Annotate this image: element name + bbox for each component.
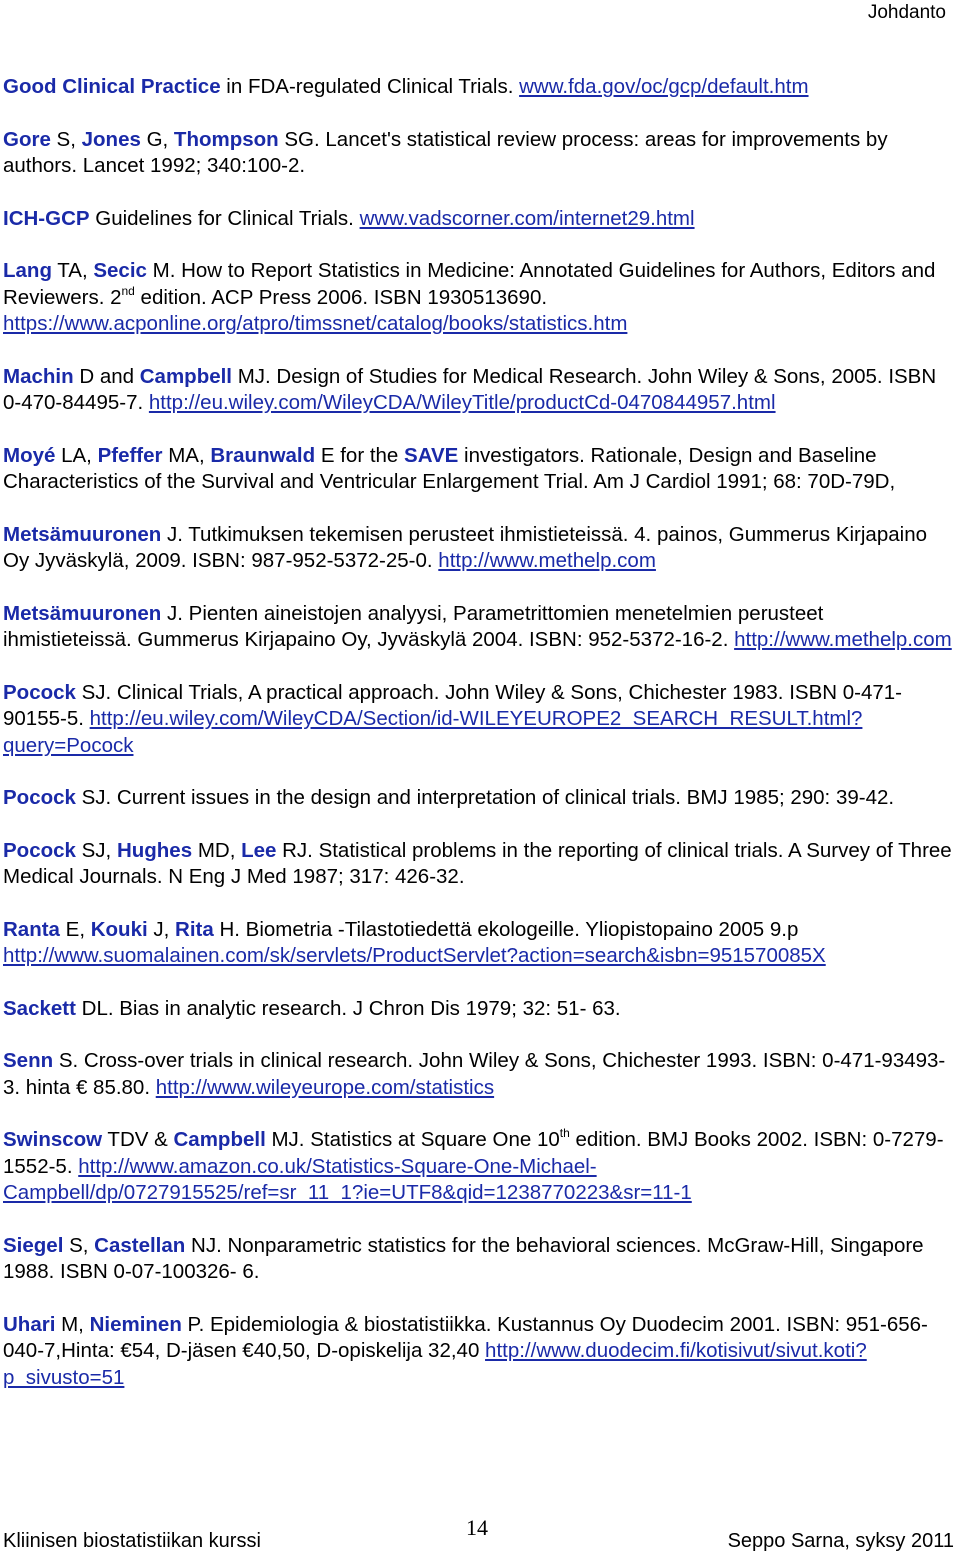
author-name: Nieminen [89, 1312, 182, 1336]
reference-link[interactable]: http://www.amazon.co.uk/Statistics-Square-One-Michael-Campbell/dp/0727915525/ref=sr_11_1?ie=UTF8&qid=1238770223&sr=11-1 [3, 1154, 692, 1204]
reference-link[interactable]: http://www.methelp.com [438, 549, 656, 572]
author-name: Pfeffer [97, 443, 163, 467]
reference-link[interactable]: http://www.methelp.com [734, 628, 952, 651]
author-name: Campbell [139, 364, 233, 388]
author-name: Lee [241, 838, 277, 862]
reference-item: Swinscow TDV & Campbell MJ. Statistics at Square One 10th edition. BMJ Books 2002. ISBN: 0-7279-1552-5. http://www.amazon.co.uk/Statistics-Square-One-Michael-Campbell/dp/0727915525/ref=sr_11_1?ie=UTF8&qid=1238770223&sr=11-1 [3, 1126, 944, 1204]
author-name: Hughes [116, 838, 193, 862]
author-name: Ranta [3, 917, 60, 941]
author-name: Lang [3, 259, 52, 282]
author-name: Good Clinical Practice [3, 75, 221, 98]
reference-link[interactable]: http://www.wileyeurope.com/statistics [155, 1075, 495, 1099]
author-name: Secic [93, 259, 147, 282]
author-name: Sackett [3, 996, 76, 1020]
reference-item: Pocock SJ. Current issues in the design and interpretation of clinical trials. BMJ 1985; 290: 39-42. [3, 786, 895, 809]
reference-item: Pocock SJ. Clinical Trials, A practical approach. John Wiley & Sons, Chichester 1983. ISBN 0-471-90155-5. http://eu.wiley.com/WileyCDA/Section/id-WILEYEUROPE2_SEARCH_RESULT.html?query=Pocock [3, 680, 902, 757]
reference-link[interactable]: http://www.suomalainen.com/sk/servlets/ProductServlet?action=search&isbn=951570085X [3, 944, 826, 967]
reference-item: Gore S, Jones G, Thompson SG. Lancet's statistical review process: areas for improvements by authors. Lancet 1992; 340:100-2. [3, 127, 888, 177]
author-name: Thompson [173, 127, 279, 151]
author-name: Jones [81, 127, 141, 151]
author-name: Metsämuuronen [3, 522, 162, 546]
footer-author-term: Seppo Sarna, syksy 2011 [727, 1530, 954, 1552]
reference-item: Metsämuuronen J. Tutkimuksen tekemisen perusteet ihmistieteissä. 4. painos, Gummerus Kirjapaino Oy Jyväskylä, 2009. ISBN: 987-952-5372-25-0. http://www.methelp.com [3, 522, 927, 572]
author-name: Pocock [3, 680, 76, 704]
reference-item: Sackett DL. Bias in analytic research. J Chron Dis 1979; 32: 51- 63. [3, 996, 621, 1020]
author-name: Swinscow [3, 1128, 103, 1151]
author-name: Castellan [94, 1233, 186, 1257]
author-name: Pocock [3, 838, 76, 862]
author-name: Rita [175, 917, 214, 941]
reference-item: Good Clinical Practice in FDA-regulated Clinical Trials. www.fda.gov/oc/gcp/default.htm [3, 75, 809, 98]
author-name: Pocock [3, 786, 76, 809]
author-name: Kouki [90, 917, 148, 941]
reference-item: Pocock SJ, Hughes MD, Lee RJ. Statistical problems in the reporting of clinical trials. A Survey of Three Medical Journals. N Eng J Med 1987; 317: 426-32. [3, 838, 952, 888]
reference-item: Lang TA, Secic M. How to Report Statistics in Medicine: Annotated Guidelines for Authors, Editors and Reviewers. 2nd edition. ACP Press 2006. ISBN 1930513690. https://www.acponline.org/atpro/timssnet/catalog/books/statistics.htm [3, 259, 936, 335]
reference-link[interactable]: www.vadscorner.com/internet29.html [359, 206, 695, 230]
reference-link[interactable]: https://www.acponline.org/atpro/timssnet/catalog/books/statistics.htm [3, 312, 628, 335]
page-number: 14 [466, 1515, 488, 1540]
author-name: Campbell [173, 1128, 266, 1151]
author-name: Braunwald [210, 443, 316, 467]
reference-item: Ranta E, Kouki J, Rita H. Biometria -Tilastotiedettä ekologeille. Yliopistopaino 2005 9.p http://www.suomalainen.com/sk/servlets/ProductServlet?action=search&isbn=951570085X [3, 917, 826, 967]
running-header: Johdanto [867, 2, 946, 23]
reference-link[interactable]: www.fda.gov/oc/gcp/default.htm [519, 75, 809, 98]
reference-item: Uhari M, Nieminen P. Epidemiologia & biostatistiikka. Kustannus Oy Duodecim 2001. ISBN: 951-656-040-7,Hinta: €54, D-jäsen €40,50, D-opiskelija 32,40 http://www.duodecim.fi/kotisivut/sivut.koti?p_sivusto=51 [3, 1312, 928, 1389]
reference-link[interactable]: http://eu.wiley.com/WileyCDA/WileyTitle/productCd-0470844957.html [148, 391, 776, 414]
reference-item: Moyé LA, Pfeffer MA, Braunwald E for the SAVE investigators. Rationale, Design and Baseline Characteristics of the Survival and Ventricular Enlargement Trial. Am J Cardiol 1991; 68: 70D-79D, [3, 443, 896, 493]
reference-item: Machin D and Campbell MJ. Design of Studies for Medical Research. John Wiley & Sons, 2005. ISBN 0-470-84495-7. http://eu.wiley.com/WileyCDA/WileyTitle/productCd-0470844957.html [3, 364, 937, 414]
author-name: ICH-GCP [3, 206, 90, 230]
author-name: SAVE [404, 443, 459, 467]
author-name: Metsämuuronen [3, 601, 162, 625]
author-name: Senn [3, 1049, 54, 1072]
reference-item: Siegel S, Castellan NJ. Nonparametric statistics for the behavioral sciences. McGraw-Hill, Singapore 1988. ISBN 0-07-100326- 6. [3, 1233, 924, 1283]
author-name: Gore [3, 127, 51, 151]
reference-link[interactable]: http://eu.wiley.com/WileyCDA/Section/id-WILEYEUROPE2_SEARCH_RESULT.html?query=Pocock [3, 707, 863, 757]
author-name: Siegel [3, 1233, 64, 1257]
footer-course-title: Kliinisen biostatistiikan kurssi [3, 1530, 261, 1552]
author-name: Uhari [3, 1312, 56, 1336]
reference-list [3, 74, 953, 1417]
author-name: Machin [3, 364, 74, 388]
author-name: Moyé [3, 443, 56, 467]
reference-link[interactable]: http://www.duodecim.fi/kotisivut/sivut.koti?p_sivusto=51 [3, 1339, 867, 1389]
reference-item: ICH-GCP Guidelines for Clinical Trials. www.vadscorner.com/internet29.html [3, 206, 695, 230]
reference-item: Senn S. Cross-over trials in clinical research. John Wiley & Sons, Chichester 1993. ISBN: 0-471-93493-3. hinta € 85.80. http://www.wileyeurope.com/statistics [3, 1049, 946, 1099]
reference-item: Metsämuuronen J. Pienten aineistojen analyysi, Parametrittomien menetelmien perusteet ihmistieteissä. Gummerus Kirjapaino Oy, Jyväskylä 2004. ISBN: 952-5372-16-2. http://www.methelp.com [3, 601, 952, 651]
